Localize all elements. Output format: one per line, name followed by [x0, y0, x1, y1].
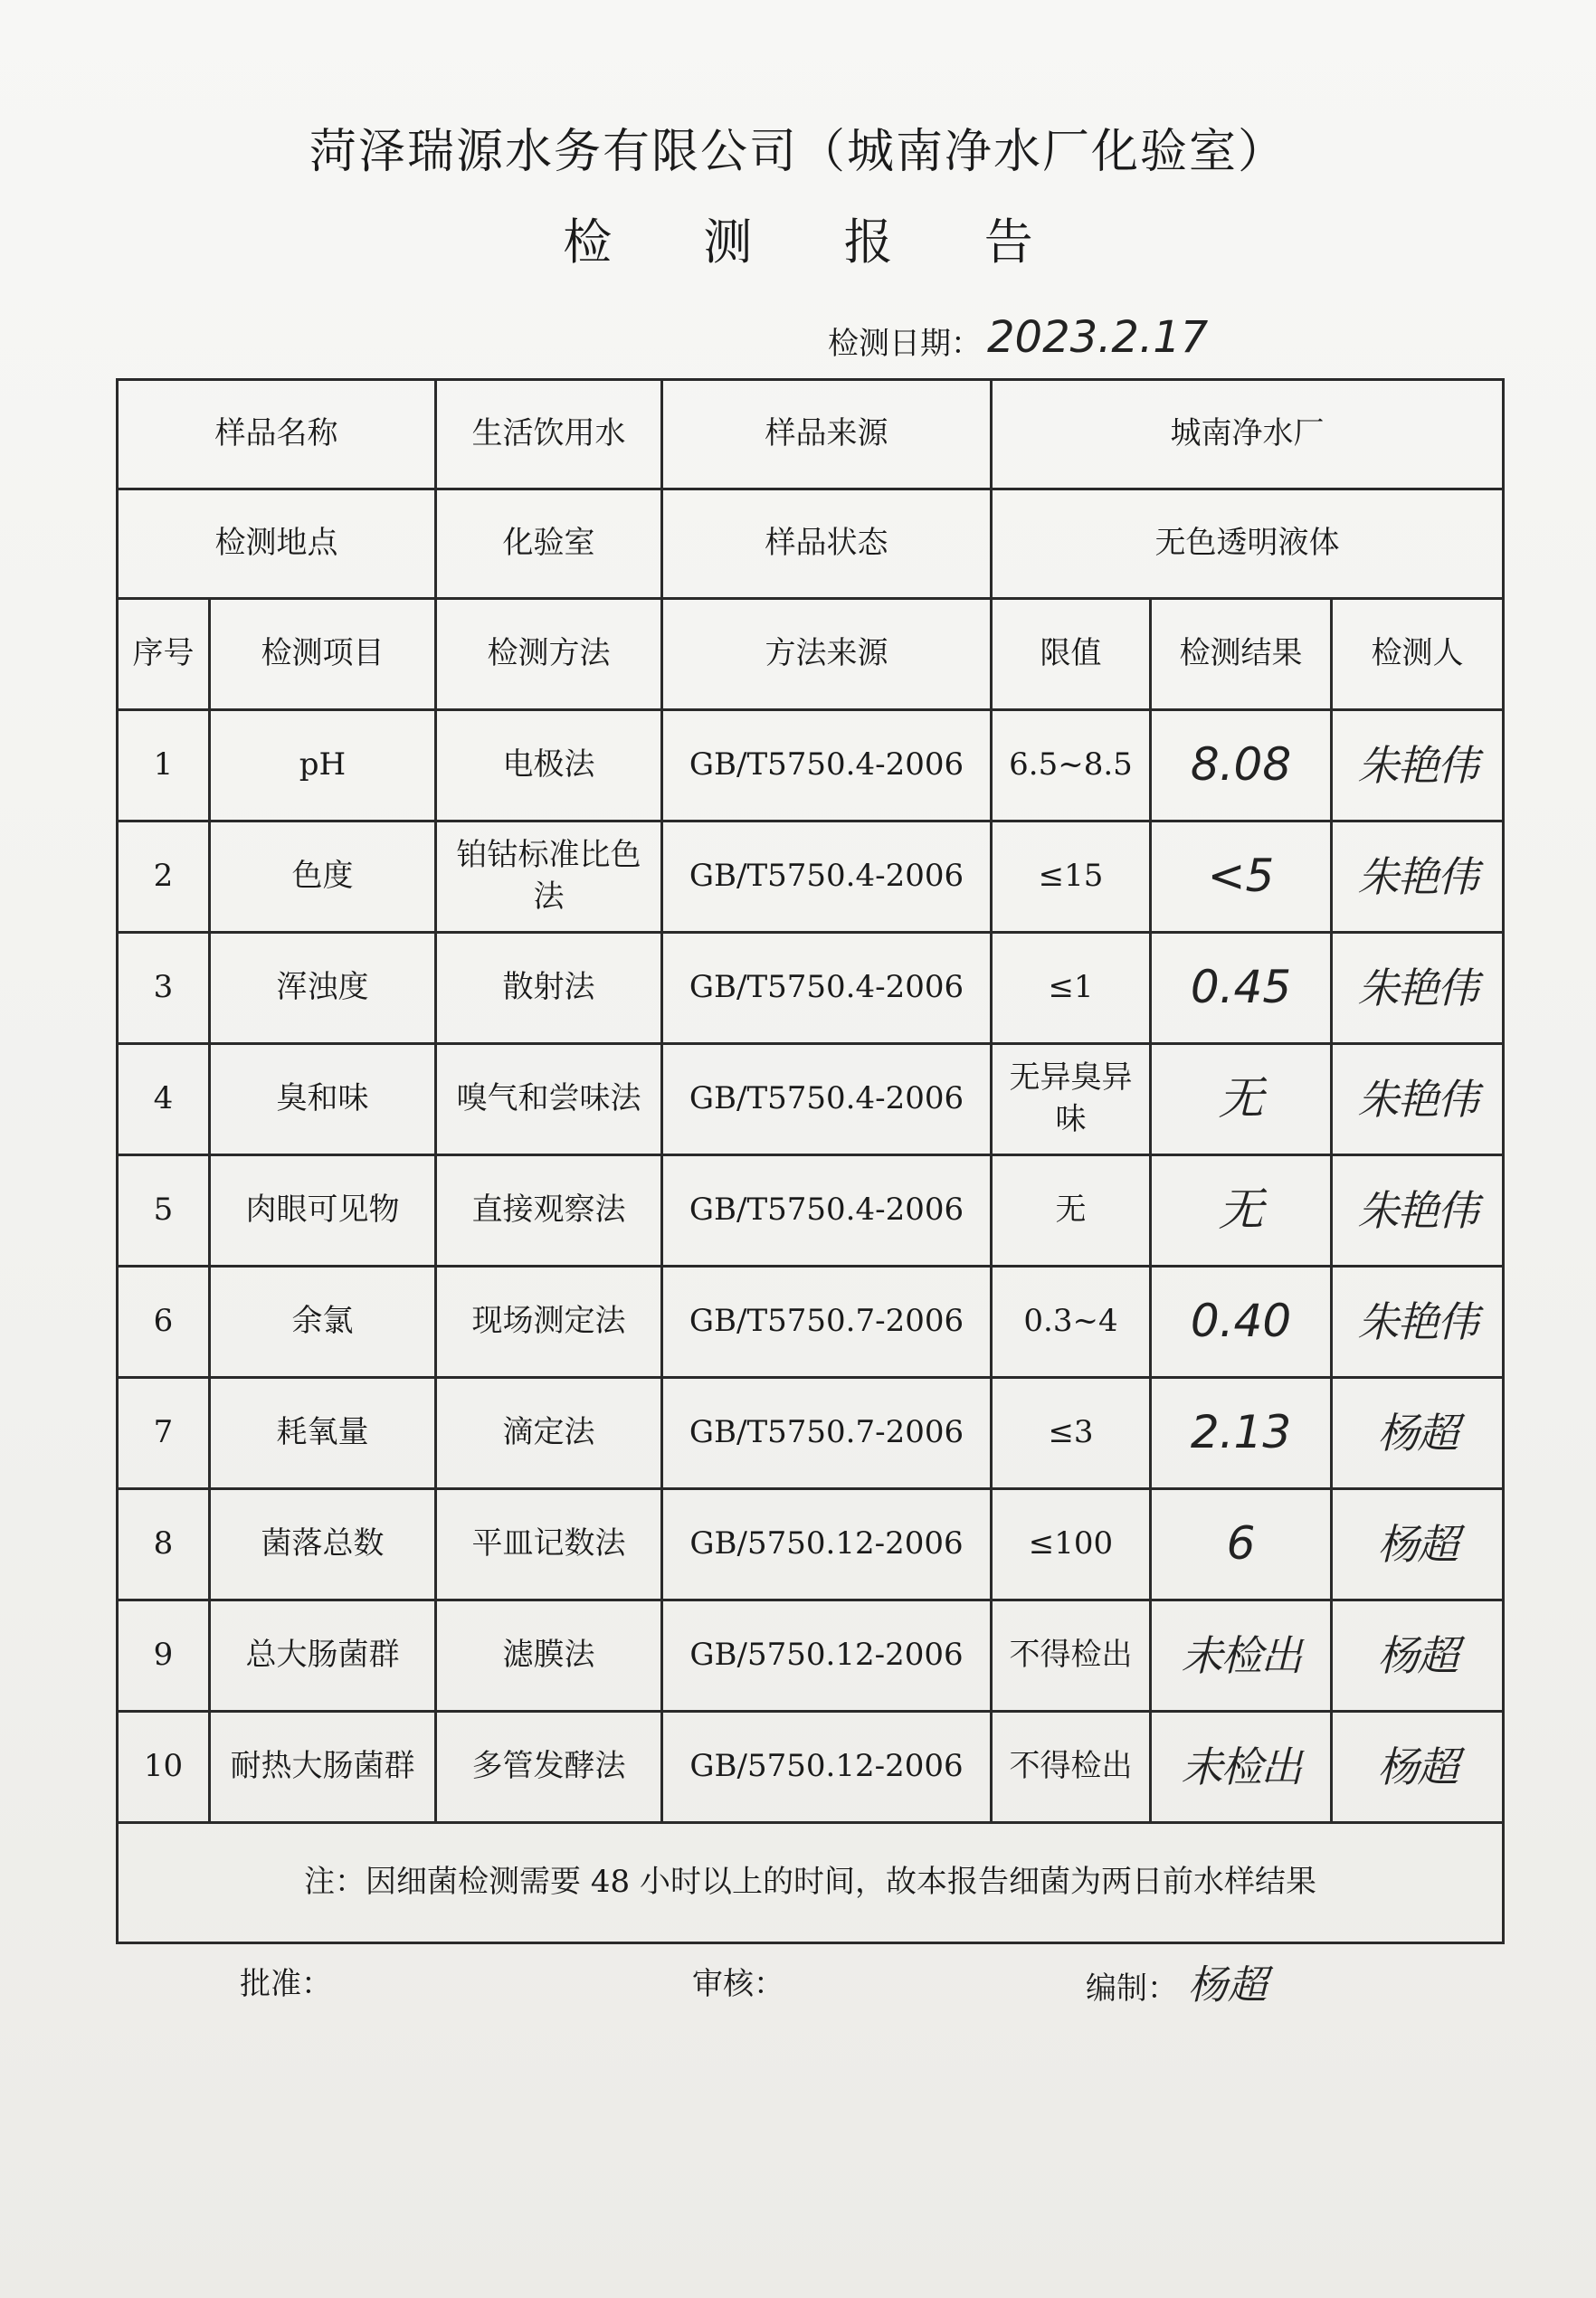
row-seq: 3	[118, 933, 210, 1044]
row-limit: 0.3~4	[992, 1267, 1151, 1378]
row-limit: 不得检出	[992, 1600, 1151, 1712]
column-header-row	[118, 599, 1504, 710]
col-tester: 检测人	[1332, 599, 1504, 710]
table-row	[118, 821, 1504, 933]
row-source: GB/T5750.4-2006	[662, 1044, 992, 1155]
row-source: GB/5750.12-2006	[662, 1600, 992, 1712]
row-item: 色度	[210, 821, 436, 933]
row-result	[1151, 1712, 1332, 1823]
tester-signature: 朱艳伟	[1357, 1074, 1477, 1124]
table-row	[118, 1712, 1504, 1823]
result-handwriting: 无	[1218, 1072, 1264, 1125]
row-source: GB/T5750.4-2006	[662, 710, 992, 821]
sample-source-label: 样品来源	[662, 380, 992, 489]
row-result	[1151, 933, 1332, 1044]
row-limit: ≤15	[992, 821, 1151, 933]
test-location-label: 检测地点	[118, 489, 436, 599]
review-label: 审核：	[692, 1966, 784, 2002]
sample-name-label: 样品名称	[118, 380, 436, 489]
table-row	[118, 1378, 1504, 1489]
row-item: 耐热大肠菌群	[210, 1712, 436, 1823]
row-limit: ≤1	[992, 933, 1151, 1044]
tester-signature: 朱艳伟	[1357, 1185, 1477, 1235]
row-method: 直接观察法	[436, 1155, 662, 1267]
row-seq: 8	[118, 1489, 210, 1600]
result-handwriting: <5	[1207, 850, 1275, 903]
sample-state-label: 样品状态	[662, 489, 992, 599]
report-note: 注：因细菌检测需要 48 小时以上的时间，故本报告细菌为两日前水样结果	[118, 1823, 1504, 1943]
col-limit: 限值	[992, 599, 1151, 710]
table-row	[118, 710, 1504, 821]
row-item: 臭和味	[210, 1044, 436, 1155]
compiler-signature: 杨超	[1187, 1962, 1268, 2008]
test-date-value: 2023.2.17	[987, 312, 1209, 363]
row-seq: 7	[118, 1378, 210, 1489]
table-row	[118, 1267, 1504, 1378]
row-result	[1151, 710, 1332, 821]
compile-label: 编制：	[1086, 1970, 1178, 2007]
test-date	[828, 312, 1208, 363]
row-method: 多管发酵法	[436, 1712, 662, 1823]
row-limit: 无异臭异味	[992, 1044, 1151, 1155]
row-source: GB/5750.12-2006	[662, 1489, 992, 1600]
result-handwriting: 6	[1226, 1517, 1256, 1571]
approve-field	[240, 1959, 332, 2003]
col-seq: 序号	[118, 599, 210, 710]
tester-signature: 朱艳伟	[1357, 740, 1477, 790]
row-result	[1151, 1600, 1332, 1712]
row-tester	[1332, 1489, 1504, 1600]
table-row	[118, 1044, 1504, 1155]
sample-state-value: 无色透明液体	[992, 489, 1504, 599]
row-source: GB/5750.12-2006	[662, 1712, 992, 1823]
row-tester	[1332, 1155, 1504, 1267]
approve-label: 批准：	[240, 1966, 332, 2002]
result-handwriting: 0.45	[1190, 961, 1292, 1014]
sample-source-value: 城南净水厂	[992, 380, 1504, 489]
row-item: 浑浊度	[210, 933, 436, 1044]
row-source: GB/T5750.4-2006	[662, 933, 992, 1044]
table-row	[118, 1155, 1504, 1267]
row-item: 余氯	[210, 1267, 436, 1378]
row-source: GB/T5750.7-2006	[662, 1378, 992, 1489]
col-method: 检测方法	[436, 599, 662, 710]
tester-signature: 朱艳伟	[1357, 1296, 1477, 1346]
tester-signature: 朱艳伟	[1357, 963, 1477, 1012]
result-handwriting: 8.08	[1190, 738, 1292, 792]
sample-name-value: 生活饮用水	[436, 380, 662, 489]
row-source: GB/T5750.4-2006	[662, 1155, 992, 1267]
row-tester	[1332, 933, 1504, 1044]
result-handwriting: 未检出	[1181, 1742, 1301, 1791]
row-method: 滴定法	[436, 1378, 662, 1489]
result-handwriting: 未检出	[1181, 1630, 1301, 1680]
row-seq: 6	[118, 1267, 210, 1378]
info-row-1	[118, 380, 1504, 489]
row-limit: 不得检出	[992, 1712, 1151, 1823]
company-title: 菏泽瑞源水务有限公司（城南净水厂化验室）	[309, 125, 1287, 179]
row-item: 肉眼可见物	[210, 1155, 436, 1267]
tester-signature: 杨超	[1377, 1630, 1458, 1680]
row-result	[1151, 821, 1332, 933]
row-seq: 1	[118, 710, 210, 821]
row-limit: 6.5~8.5	[992, 710, 1151, 821]
row-method: 电极法	[436, 710, 662, 821]
row-method: 嗅气和尝味法	[436, 1044, 662, 1155]
result-handwriting: 无	[1218, 1183, 1264, 1237]
row-tester	[1332, 1600, 1504, 1712]
row-seq: 4	[118, 1044, 210, 1155]
result-handwriting: 2.13	[1190, 1406, 1292, 1459]
row-result	[1151, 1155, 1332, 1267]
row-method: 平皿记数法	[436, 1489, 662, 1600]
row-item: 菌落总数	[210, 1489, 436, 1600]
row-limit: 无	[992, 1155, 1151, 1267]
row-seq: 9	[118, 1600, 210, 1712]
row-item: 耗氧量	[210, 1378, 436, 1489]
result-handwriting: 0.40	[1190, 1295, 1292, 1348]
review-field	[692, 1959, 784, 2003]
col-item: 检测项目	[210, 599, 436, 710]
row-method: 现场测定法	[436, 1267, 662, 1378]
table-row	[118, 933, 1504, 1044]
info-row-2	[118, 489, 1504, 599]
row-result	[1151, 1378, 1332, 1489]
tester-signature: 杨超	[1377, 1408, 1458, 1458]
row-source: GB/T5750.4-2006	[662, 821, 992, 933]
report-title: 检 测 报 告	[563, 214, 1071, 271]
row-seq: 2	[118, 821, 210, 933]
row-seq: 10	[118, 1712, 210, 1823]
tester-signature: 朱艳伟	[1357, 851, 1477, 901]
row-result	[1151, 1489, 1332, 1600]
compile-field	[1086, 1952, 1268, 2010]
row-result	[1151, 1044, 1332, 1155]
row-tester	[1332, 1044, 1504, 1155]
row-tester	[1332, 821, 1504, 933]
col-source: 方法来源	[662, 599, 992, 710]
test-date-label: 检测日期：	[828, 326, 982, 362]
row-item: 总大肠菌群	[210, 1600, 436, 1712]
row-tester	[1332, 710, 1504, 821]
row-tester	[1332, 1378, 1504, 1489]
col-result: 检测结果	[1151, 599, 1332, 710]
test-location-value: 化验室	[436, 489, 662, 599]
table-row	[118, 1600, 1504, 1712]
tester-signature: 杨超	[1377, 1742, 1458, 1791]
table-row	[118, 1489, 1504, 1600]
tester-signature: 杨超	[1377, 1519, 1458, 1569]
row-method: 散射法	[436, 933, 662, 1044]
note-row	[118, 1823, 1504, 1943]
report-table	[116, 378, 1505, 1944]
row-tester	[1332, 1712, 1504, 1823]
row-method: 滤膜法	[436, 1600, 662, 1712]
row-item: pH	[210, 710, 436, 821]
row-limit: ≤100	[992, 1489, 1151, 1600]
row-seq: 5	[118, 1155, 210, 1267]
row-result	[1151, 1267, 1332, 1378]
row-tester	[1332, 1267, 1504, 1378]
row-limit: ≤3	[992, 1378, 1151, 1489]
row-source: GB/T5750.7-2006	[662, 1267, 992, 1378]
row-method: 铂钴标准比色法	[436, 821, 662, 933]
